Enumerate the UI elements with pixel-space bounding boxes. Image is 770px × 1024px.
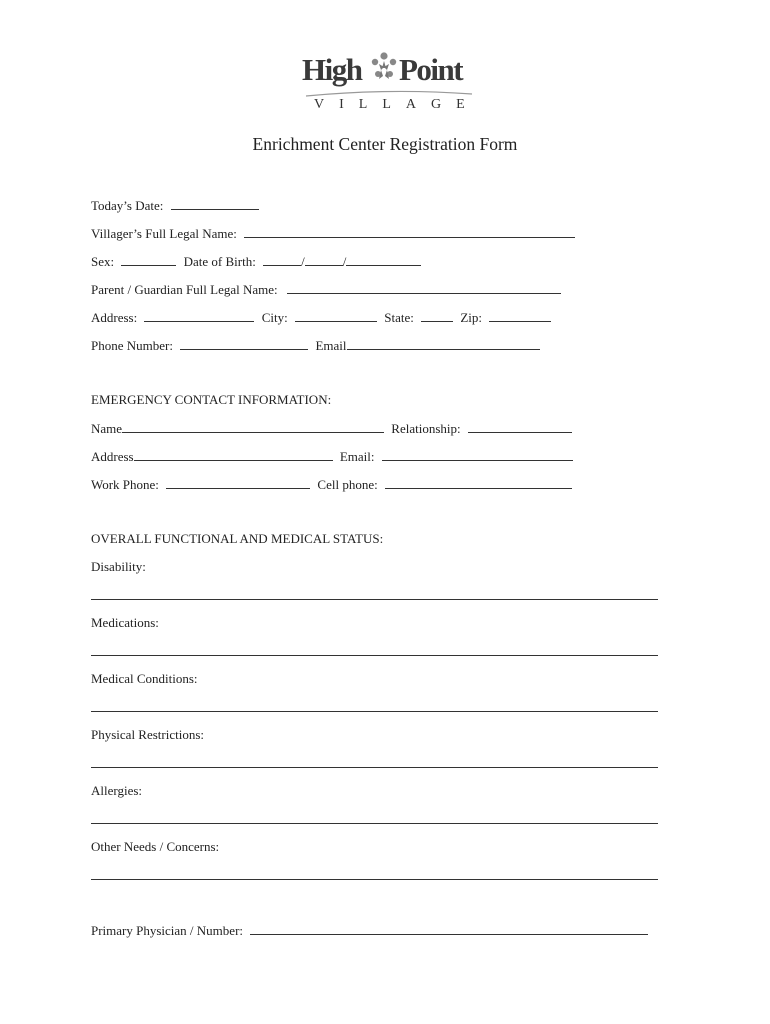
relationship-label: Relationship: [391,421,461,436]
logo-village-text: VILLAGE [314,97,480,112]
zip-field[interactable] [489,309,551,322]
high-point-village-logo [300,50,480,120]
cell-phone-field[interactable] [385,476,572,489]
work-phone-label: Work Phone: [91,477,159,492]
phone-field[interactable] [180,337,308,350]
restrictions-field[interactable] [91,767,658,768]
phone-email-row [91,337,540,354]
physician-row [91,922,648,939]
form-title: Enrichment Center Registration Form [252,134,518,154]
dob-day-field[interactable] [305,253,343,266]
emergency-name-field[interactable] [122,420,384,433]
allergies-field[interactable] [91,823,658,824]
medications-label: Medications: [91,615,159,630]
medications-field[interactable] [91,655,658,656]
disability-label: Disability: [91,559,146,574]
conditions-field[interactable] [91,711,658,712]
address-row [91,309,551,326]
todays-date-label: Today’s Date: [91,198,164,213]
todays-date-row [91,197,259,214]
dob-separator: / [342,254,347,269]
pinwheel-people-icon [369,50,399,84]
relationship-field[interactable] [468,420,572,433]
work-phone-field[interactable] [166,476,310,489]
emergency-name-row [91,420,572,437]
emergency-email-field[interactable] [382,448,573,461]
physician-field[interactable] [250,922,648,935]
physician-label: Primary Physician / Number: [91,923,244,938]
city-label: City: [261,310,288,325]
emergency-address-field[interactable] [134,448,333,461]
sex-dob-row [91,253,421,270]
state-label: State: [384,310,414,325]
villager-name-label: Villager’s Full Legal Name: [91,226,237,241]
address-field[interactable] [144,309,254,322]
other-needs-field[interactable] [91,879,658,880]
guardian-row [91,281,561,298]
city-field[interactable] [295,309,377,322]
todays-date-field[interactable] [171,197,259,210]
medical-heading: OVERALL FUNCTIONAL AND MEDICAL STATUS: [91,531,384,546]
villager-name-row [91,225,575,242]
email-label: Email [315,338,347,353]
emergency-phone-row [91,476,572,493]
dob-month-field[interactable] [263,253,301,266]
villager-name-field[interactable] [244,225,575,238]
emergency-email-label: Email: [339,449,375,464]
emergency-name-label: Name [91,421,123,436]
emergency-address-label: Address [91,449,134,464]
sex-label: Sex: [91,254,115,269]
emergency-heading: EMERGENCY CONTACT INFORMATION: [91,392,332,407]
phone-label: Phone Number: [91,338,173,353]
restrictions-label: Physical Restrictions: [91,727,205,742]
emergency-address-row [91,448,573,465]
allergies-label: Allergies: [91,783,143,798]
email-field[interactable] [347,337,540,350]
zip-label: Zip: [460,310,483,325]
conditions-label: Medical Conditions: [91,671,198,686]
dob-label: Date of Birth: [183,254,256,269]
sex-field[interactable] [121,253,176,266]
logo-word-high: High [302,52,362,87]
other-needs-label: Other Needs / Concerns: [91,839,220,854]
guardian-label: Parent / Guardian Full Legal Name: [91,282,278,297]
address-label: Address: [91,310,138,325]
state-field[interactable] [421,309,453,322]
cell-phone-label: Cell phone: [317,477,378,492]
dob-year-field[interactable] [346,253,421,266]
logo-word-point: Point [399,52,463,87]
disability-field[interactable] [91,599,658,600]
guardian-field[interactable] [287,281,561,294]
dob-separator: / [301,254,305,269]
